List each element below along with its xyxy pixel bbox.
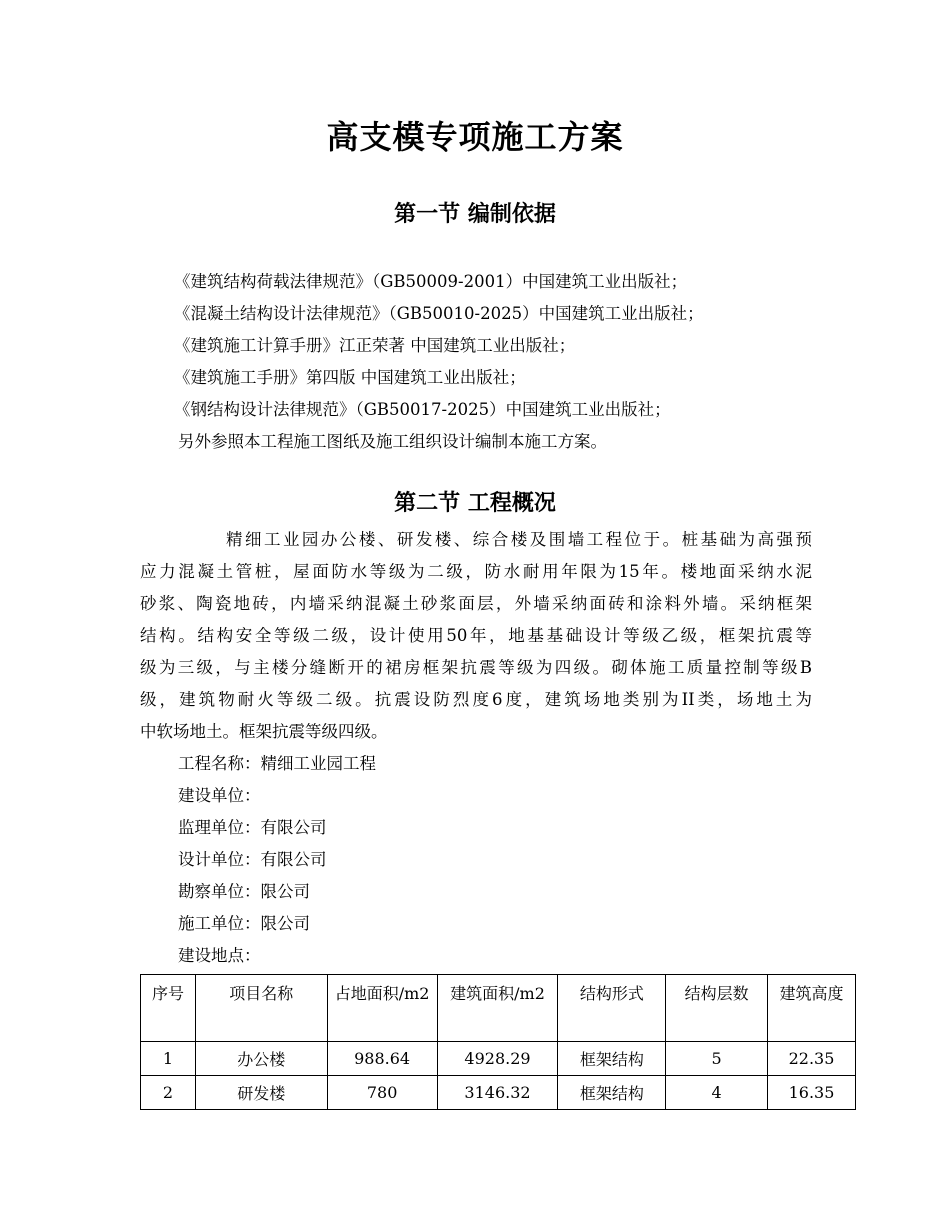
paragraph-line: 级为三级，与主楼分缝断开的裙房框架抗震等级为四级。砌体施工质量控制等级B [140,658,812,677]
paragraph-line: 结构。结构安全等级二级，设计使用50年，地基基础设计等级乙级，框架抗震等 [140,626,812,645]
cell-index: 2 [141,1076,196,1110]
header-building-area: 建筑面积/m2 [437,975,558,1042]
cell-height: 22.35 [768,1042,856,1076]
header-structure-type: 结构形式 [558,975,666,1042]
cell-height: 16.35 [768,1076,856,1110]
header-index: 序号 [141,975,196,1042]
reference-item: 《建筑结构荷载法律规范》（GB50009-2001）中国建筑工业出版社； [174,272,688,291]
header-project-name: 项目名称 [195,975,327,1042]
paragraph-line: 级，建筑物耐火等级二级。抗震设防烈度6度，建筑场地类别为II类，场地土为 [140,690,812,709]
project-table [140,974,856,1110]
surveyor-line: 勘察单位：限公司 [178,882,310,901]
document-title: 高支模专项施工方案 [326,118,624,156]
cell-index: 1 [141,1042,196,1076]
cell-building-area: 4928.29 [437,1042,558,1076]
header-floors: 结构层数 [666,975,768,1042]
table-row [141,1076,856,1110]
cell-floors: 4 [666,1076,768,1110]
cell-project-name: 研发楼 [195,1076,327,1110]
table-row [141,1042,856,1076]
cell-land-area: 988.64 [327,1042,437,1076]
reference-item: 《建筑施工计算手册》江正荣著 中国建筑工业出版社； [174,336,576,355]
reference-item: 《钢结构设计法律规范》（GB50017-2025）中国建筑工业出版社； [174,400,671,419]
contractor-line: 施工单位：限公司 [178,914,310,933]
paragraph-line: 中软场地土。框架抗震等级四级。 [140,722,388,741]
section-heading-overview: 第二节 工程概况 [394,490,556,516]
reference-note: 另外参照本工程施工图纸及施工组织设计编制本施工方案。 [178,432,607,451]
table-header-row [141,975,856,1042]
project-name-line: 工程名称：精细工业园工程 [178,754,376,773]
cell-structure-type: 框架结构 [558,1076,666,1110]
cell-project-name: 办公楼 [195,1042,327,1076]
owner-line: 建设单位： [178,786,261,805]
header-height: 建筑高度 [768,975,856,1042]
paragraph-line: 应力混凝土管桩，屋面防水等级为二级，防水耐用年限为15年。楼地面采纳水泥 [140,562,812,581]
paragraph-line: 精细工业园办公楼、研发楼、综合楼及围墙工程位于。桩基础为高强预 [226,530,812,549]
designer-line: 设计单位：有限公司 [178,850,327,869]
paragraph-line: 砂浆、陶瓷地砖，内墙采纳混凝土砂浆面层，外墙采纳面砖和涂料外墙。采纳框架 [140,594,812,613]
cell-building-area: 3146.32 [437,1076,558,1110]
cell-structure-type: 框架结构 [558,1042,666,1076]
overview-paragraph [140,524,812,748]
reference-item: 《混凝土结构设计法律规范》（GB50010-2025）中国建筑工业出版社； [174,304,704,323]
supervisor-line: 监理单位：有限公司 [178,818,327,837]
cell-floors: 5 [666,1042,768,1076]
reference-item: 《建筑施工手册》第四版 中国建筑工业出版社； [174,368,526,387]
cell-land-area: 780 [327,1076,437,1110]
header-land-area: 占地面积/m2 [327,975,437,1042]
section-heading-basis: 第一节 编制依据 [394,201,556,227]
location-line: 建设地点： [178,946,261,965]
